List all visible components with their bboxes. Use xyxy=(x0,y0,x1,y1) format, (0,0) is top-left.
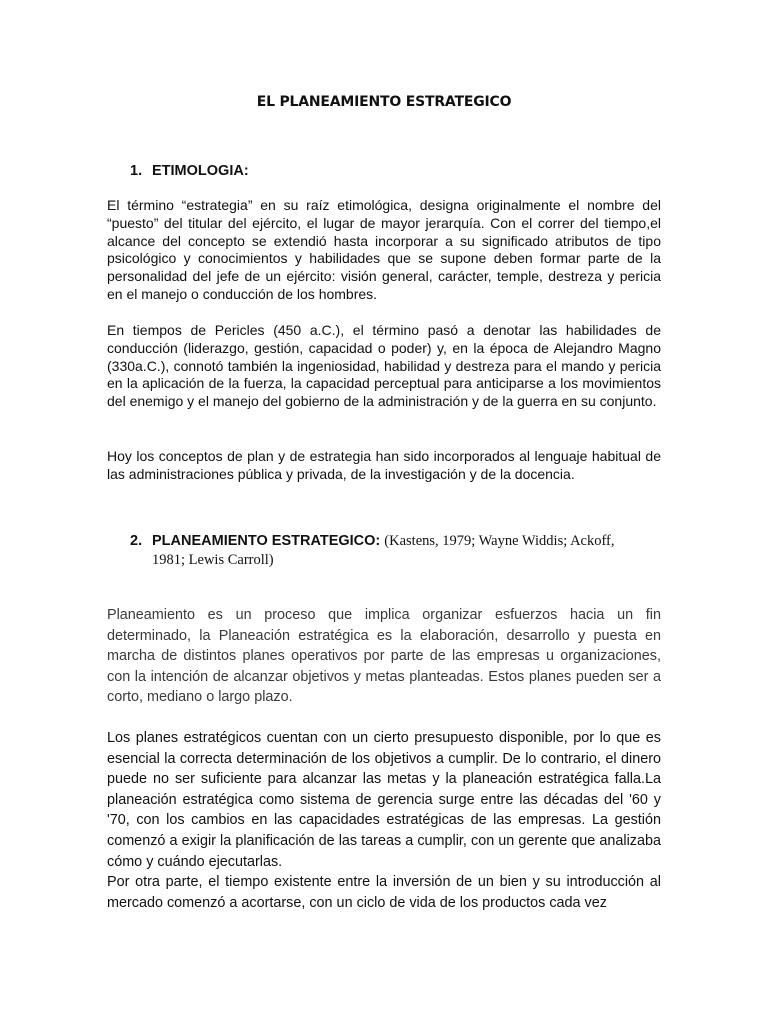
section-1-heading xyxy=(130,163,249,179)
document-title: EL PLANEAMIENTO ESTRATEGICO xyxy=(256,94,512,110)
section-2-references-line-2: 1981; Lewis Carroll) xyxy=(152,551,274,568)
section-1-paragraph-3: Hoy los conceptos de plan y de estrategia han sido incorporados al lenguaje habitual de las administraciones pública y privada, de la investigación y de la docencia. xyxy=(107,448,661,482)
section-2-paragraph-3: Por otra parte, el tiempo existente entre la inversión de un bien y su introducción al mercado comenzó a acortarse, con un ciclo de vida de los productos cada vez xyxy=(107,874,661,911)
section-1-paragraph-1: El término “estrategia” en su raíz etimológica, designa originalmente el nombre del “puesto” del titular del ejército, el lugar de mayor jerarquía. Con el correr del tiempo,el alcance del concepto se extendió hasta incorporar a su significado atributos de tipo psicológico y conocimientos y habilidades que se supone deben formar parte de la personalidad del jefe de un ejército: visión general, carácter, temple, destreza y pericia en el manejo o conducción de los hombres. xyxy=(107,197,661,302)
section-2-paragraph-2: Los planes estratégicos cuentan con un cierto presupuesto disponible, por lo que es esencial la correcta determinación de los objetivos a cumplir. De lo contrario, el dinero puede no ser suficiente para alcanzar las metas y la planeación estratégica falla.La planeación estratégica como sistema de gerencia surge entre las décadas del '60 y '70, con los cambios en las capacidades estratégicas de las empresas. La gestión comenzó a exigir la planificación de las tareas a cumplir, con un gerente que analizaba cómo y cuándo ejecutarlas. xyxy=(107,730,661,870)
section-1-title: ETIMOLOGIA: xyxy=(152,163,249,179)
section-2-heading xyxy=(130,532,662,569)
section-1-number: 1. xyxy=(130,163,143,179)
section-1-paragraph-2: En tiempos de Pericles (450 a.C.), el término pasó a denotar las habilidades de conducción (liderazgo, gestión, capacidad o poder) y, en la época de Alejandro Magno (330a.C.), connotó también la ingeniosidad, habilidad y destreza para el mando y pericia en la aplicación de la fuerza, la capacidad perceptual para anticiparse a los movimientos del enemigo y el manejo del gobierno de la administración y de la guerra en su conjunto. xyxy=(107,322,661,410)
section-2-title: PLANEAMIENTO ESTRATEGICO: xyxy=(152,533,381,549)
section-2-paragraph-1: Planeamiento es un proceso que implica organizar esfuerzos hacia un fin determinado, la Planeación estratégica es la elaboración, desarrollo y puesta en marcha de distintos planes operativos por parte de las empresas u organizaciones, con la intención de alcanzar objetivos y metas planteadas. Estos planes pueden ser a corto, mediano o largo plazo. xyxy=(107,607,661,706)
section-2-references-line-1: (Kastens, 1979; Wayne Widdis; Ackoff, xyxy=(384,533,615,549)
section-2-number: 2. xyxy=(130,533,143,549)
